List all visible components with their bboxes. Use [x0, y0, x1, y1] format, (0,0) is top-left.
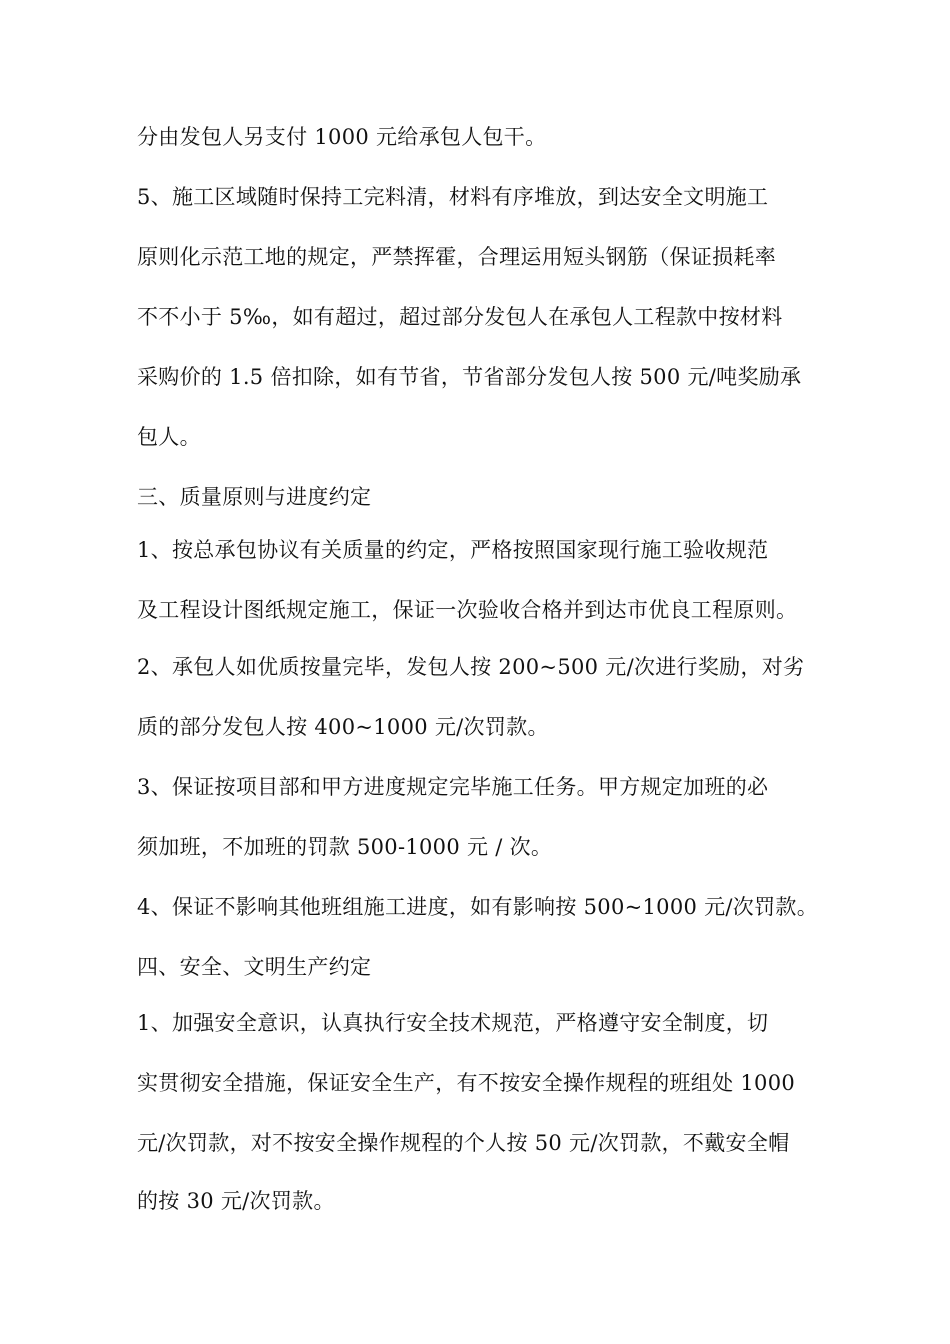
text-line: 2、承包人如优质按量完毕，发包人按 200~500 元/次进行奖励，对劣 [137, 655, 805, 679]
text-line: 3、保证按项目部和甲方进度规定完毕施工任务。甲方规定加班的必 [137, 775, 769, 799]
text-line: 实贯彻安全措施，保证安全生产，有不按安全操作规程的班组处 1000 [137, 1071, 796, 1095]
text-line: 包人。 [137, 425, 201, 449]
text-line: 原则化示范工地的规定，严禁挥霍，合理运用短头钢筋（保证损耗率 [137, 245, 776, 269]
text-line: 1、按总承包协议有关质量的约定，严格按照国家现行施工验收规范 [137, 538, 769, 562]
text-line: 4、保证不影响其他班组施工进度，如有影响按 500~1000 元/次罚款。 [137, 895, 819, 919]
section-heading: 三、质量原则与进度约定 [137, 485, 372, 509]
section-heading: 四、安全、文明生产约定 [137, 955, 372, 979]
text-line: 的按 30 元/次罚款。 [137, 1189, 335, 1213]
text-line: 1、加强安全意识，认真执行安全技术规范，严格遵守安全制度，切 [137, 1011, 769, 1035]
text-line: 不不小于 5‰，如有超过，超过部分发包人在承包人工程款中按材料 [137, 305, 783, 329]
text-line: 质的部分发包人按 400~1000 元/次罚款。 [137, 715, 549, 739]
text-line: 采购价的 1.5 倍扣除，如有节省，节省部分发包人按 500 元/吨奖励承 [137, 365, 802, 389]
text-line: 5、施工区域随时保持工完料清，材料有序堆放，到达安全文明施工 [137, 185, 769, 209]
text-line: 及工程设计图纸规定施工，保证一次验收合格并到达市优良工程原则。 [137, 598, 798, 622]
text-line: 须加班，不加班的罚款 500-1000 元 / 次。 [137, 835, 553, 859]
text-line: 分由发包人另支付 1000 元给承包人包干。 [137, 125, 547, 149]
text-line: 元/次罚款，对不按安全操作规程的个人按 50 元/次罚款，不戴安全帽 [137, 1131, 790, 1155]
